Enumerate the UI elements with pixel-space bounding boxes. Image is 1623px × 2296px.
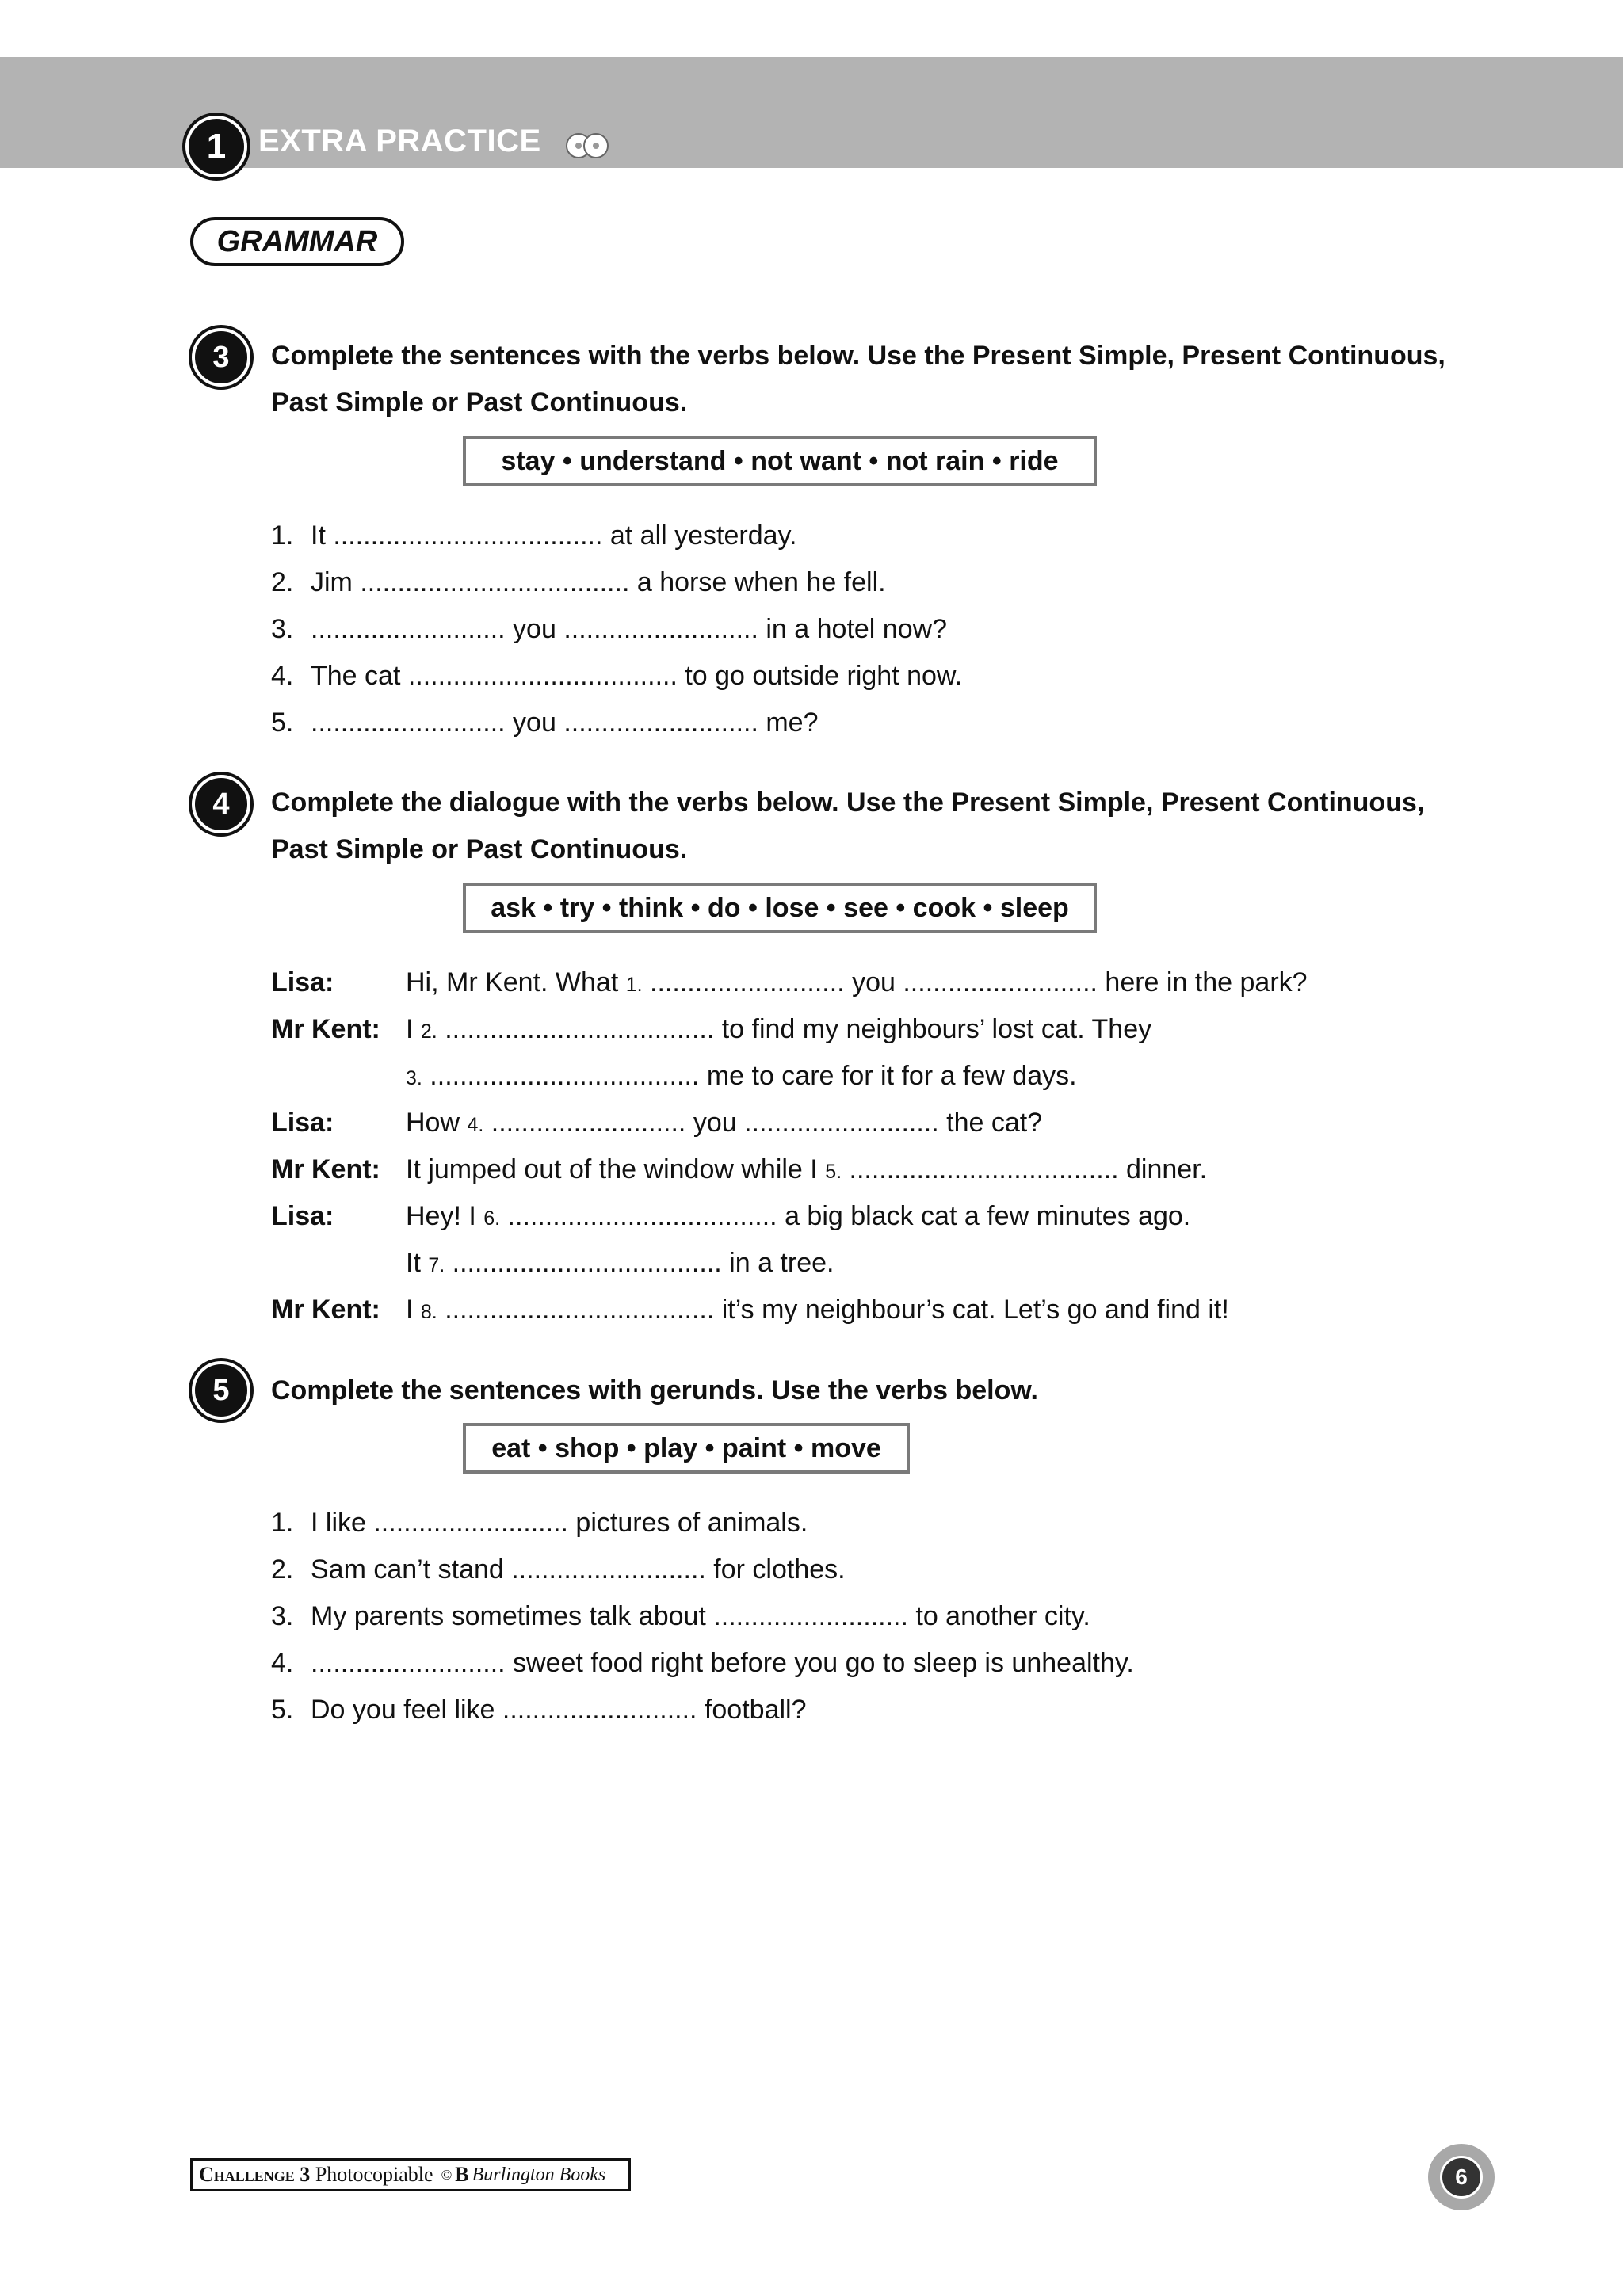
dialogue-line[interactable]: Hi, Mr Kent. What 1. .......................... you .......................... here in the park?	[406, 967, 1308, 997]
list-item: 1. I like .......................... pictures of animals.	[271, 1508, 808, 1538]
dialogue-line[interactable]: It 7. .................................... in a tree.	[406, 1248, 834, 1278]
dialogue-line[interactable]: How 4. .......................... you .......................... the cat?	[406, 1108, 1043, 1138]
unit-number-badge: 1	[185, 116, 247, 177]
footer-credit	[190, 2158, 631, 2191]
speaker-label: Mr Kent:	[271, 1154, 380, 1184]
page-number: 6	[1440, 2156, 1483, 2199]
list-item: 5. Do you feel like .......................... football?	[271, 1695, 807, 1725]
list-item: 4. .......................... sweet food right before you go to sleep is unhealthy.	[271, 1648, 1134, 1678]
page-number-badge	[1428, 2144, 1495, 2210]
publisher-logo-icon: B	[455, 2163, 469, 2186]
word-bank: eat • shop • play • paint • move	[463, 1423, 910, 1474]
dialogue-line[interactable]: It jumped out of the window while I 5. .................................... dinner.	[406, 1154, 1208, 1184]
publisher-name: Burlington Books	[472, 2164, 606, 2185]
speaker-label: Lisa:	[271, 967, 334, 997]
speaker-label: Mr Kent:	[271, 1014, 380, 1044]
exercise-instruction: Complete the sentences with the verbs below. Use the Present Simple, Present Continuous, Past Simple or Past Continuous.	[271, 341, 1445, 418]
list-item: 3. .......................... you .......................... in a hotel now?	[271, 614, 948, 644]
dialogue-line[interactable]: Hey! I 6. .................................... a big black cat a few minutes ago.	[406, 1201, 1191, 1231]
blank-input[interactable]: .......................... you .......................... me?	[311, 707, 819, 738]
photocopiable-label: Photocopiable	[315, 2163, 433, 2186]
speaker-label: Lisa:	[271, 1108, 334, 1138]
blank-input[interactable]: Jim .................................... a horse when he fell.	[311, 567, 886, 597]
blank-input[interactable]: .......................... sweet food right before you go to sleep is unhealthy.	[311, 1648, 1134, 1678]
list-item: 2. Jim .................................... a horse when he fell.	[271, 567, 886, 597]
exercise-number-badge: 4	[192, 775, 250, 833]
dialogue-line[interactable]: 3. .................................... me to care for it for a few days.	[406, 1061, 1077, 1091]
list-item: 2. Sam can’t stand .......................... for clothes.	[271, 1554, 846, 1585]
page-title: EXTRA PRACTICE	[258, 124, 541, 158]
blank-input[interactable]: My parents sometimes talk about .......................... to another city.	[311, 1601, 1090, 1631]
word-bank: ask • try • think • do • lose • see • cook • sleep	[463, 883, 1097, 933]
speaker-label: Lisa:	[271, 1201, 334, 1231]
section-label: GRAMMAR	[190, 217, 404, 266]
blank-input[interactable]: Do you feel like .......................... football?	[311, 1695, 807, 1725]
brand-name: Challenge 3	[199, 2163, 311, 2186]
blank-input[interactable]: .......................... you .......................... in a hotel now?	[311, 614, 948, 644]
exercise-instruction: Complete the dialogue with the verbs below. Use the Present Simple, Present Continuous, Past Simple or Past Continuous.	[271, 788, 1425, 864]
copyright-symbol: ©	[441, 2166, 453, 2183]
exercise-number-badge: 3	[192, 328, 250, 387]
list-item: 4. The cat .................................... to go outside right now.	[271, 661, 963, 691]
exercise-instruction: Complete the sentences with gerunds. Use the verbs below.	[271, 1375, 1038, 1405]
blank-input[interactable]: The cat .................................... to go outside right now.	[311, 661, 963, 691]
blank-input[interactable]: It .................................... at all yesterday.	[311, 521, 797, 551]
list-item: 3. My parents sometimes talk about .......................... to another city.	[271, 1601, 1090, 1631]
list-item: 5. .......................... you .......................... me?	[271, 707, 819, 738]
blank-input[interactable]: Sam can’t stand .......................... for clothes.	[311, 1554, 846, 1585]
dialogue-line[interactable]: I 2. .................................... to find my neighbours’ lost cat. They	[406, 1014, 1152, 1044]
speaker-label: Mr Kent:	[271, 1295, 380, 1325]
dialogue-line[interactable]: I 8. .................................... it’s my neighbour’s cat. Let’s go and find it!	[406, 1295, 1229, 1325]
list-item: 1. It .................................... at all yesterday.	[271, 521, 797, 551]
audio-discs-icon	[563, 132, 613, 160]
blank-input[interactable]: I like .......................... pictures of animals.	[311, 1508, 808, 1538]
exercise-number-badge: 5	[192, 1361, 250, 1420]
word-bank: stay • understand • not want • not rain • ride	[463, 436, 1097, 486]
